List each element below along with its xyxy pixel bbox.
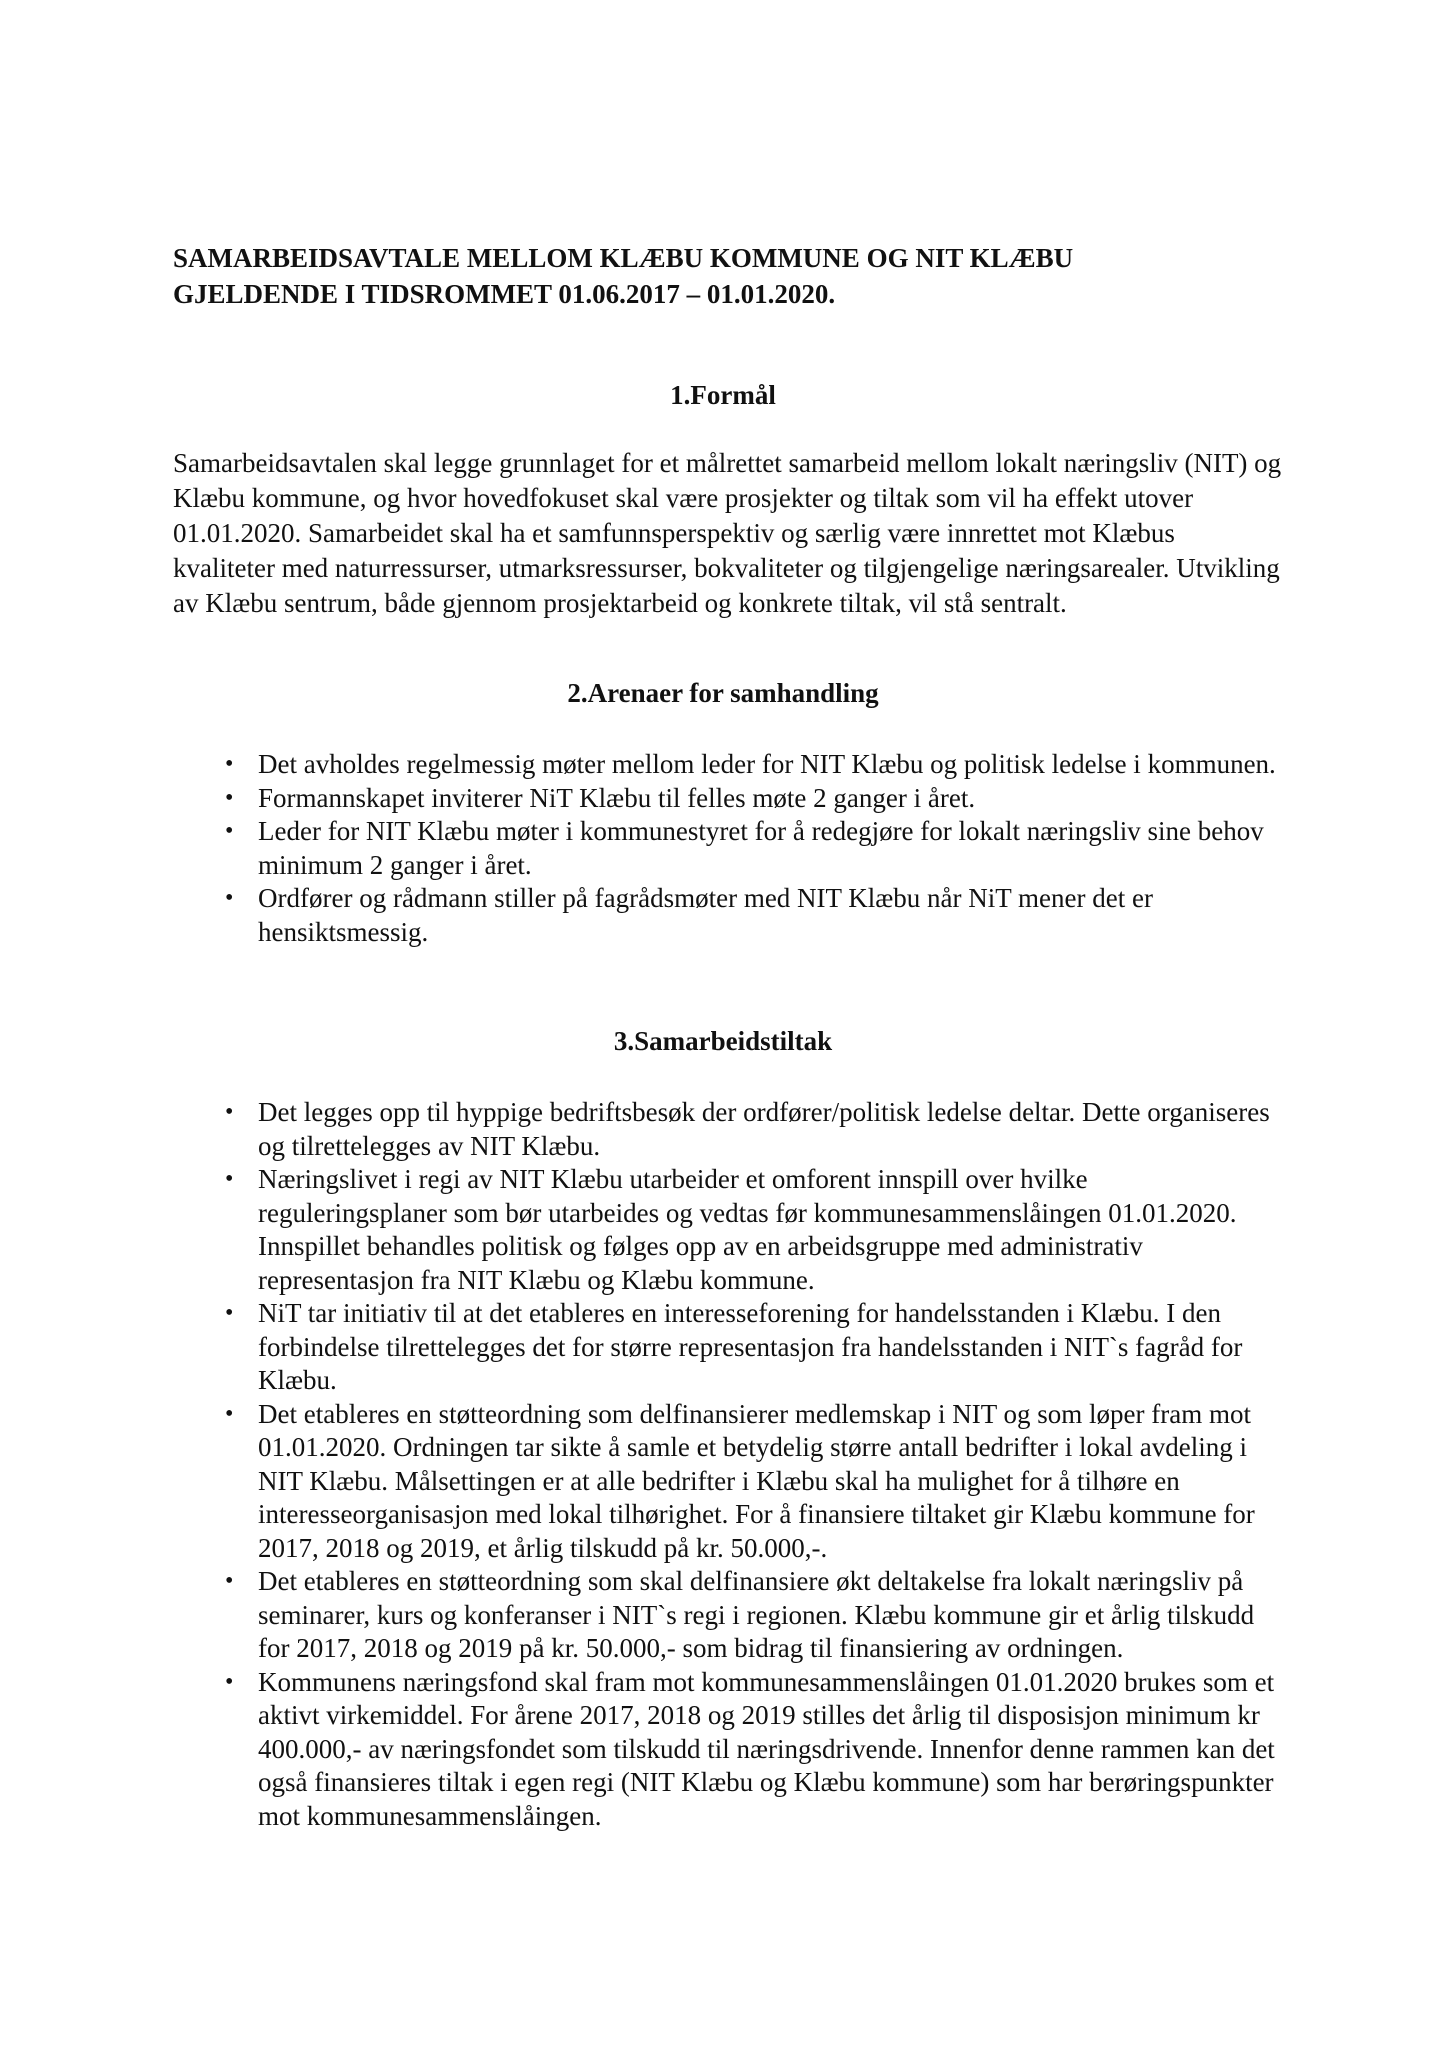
- bullet-icon: •: [225, 751, 234, 777]
- bullet-icon: •: [225, 1300, 234, 1326]
- bullet-icon: •: [225, 1166, 234, 1192]
- list-item: [173, 1297, 1283, 1398]
- bullet-icon: •: [225, 885, 234, 911]
- list-item-text: NiT tar initiativ til at det etableres en interesseforening for handelsstanden i Klæbu. I den forbindelse tilrettelegges det for større representasjon fra handelsstanden i NIT`s fagråd for Klæbu.: [258, 1298, 1243, 1395]
- bullet-icon: •: [225, 1400, 234, 1427]
- bullet-icon: •: [225, 1668, 234, 1695]
- list-item-text: Leder for NIT Klæbu møter i kommunestyret for å redegjøre for lokalt næringsliv sine behov minimum 2 ganger i året.: [258, 816, 1264, 880]
- list-item-text: Det avholdes regelmessig møter mellom leder for NIT Klæbu og politisk ledelse i kommunen.: [258, 749, 1276, 779]
- bullet-icon: •: [225, 1568, 234, 1594]
- list-item-text: Det etableres en støtteordning som skal delfinansiere økt deltakelse fra lokalt næringsliv på seminarer, kurs og konferanser i NIT`s regi i regionen. Klæbu kommune gir et årlig tilskudd for 2017, 2018 og 2019 på kr. 50.000,- som bidrag til finansiering av ordningen.: [258, 1566, 1255, 1663]
- section-formal-paragraph: Samarbeidsavtalen skal legge grunnlaget for et målrettet samarbeid mellom lokalt næringsliv (NIT) og Klæbu kommune, og hvor hovedfokuset skal være prosjekter og tiltak som vil ha effekt utover 01.01.2020. Samarbeidet skal ha et samfunnsperspektiv og særlig være innrettet mot Klæbus kvaliteter med naturressurser, utmarksressurser, bokvaliteter og tilgjengelige næringsarealer. Utvikling av Klæbu sentrum, både gjennom prosjektarbeid og konkrete tiltak, vil stå sentralt.: [173, 448, 1282, 618]
- list-item-text: Ordfører og rådmann stiller på fagrådsmøter med NIT Klæbu når NiT mener det er hensiktsmessig.: [258, 883, 1153, 947]
- list-item: [173, 1096, 1283, 1163]
- section-heading-formal: 1.Formål: [670, 380, 776, 410]
- section-heading-samarbeidstiltak: 3.Samarbeidstiltak: [613, 1026, 833, 1056]
- bullet-icon: •: [225, 818, 234, 844]
- arenaer-list: [173, 748, 1283, 949]
- list-item: [173, 1666, 1283, 1834]
- list-item-text: Næringslivet i regi av NIT Klæbu utarbeider et omforent innspill over hvilke reguleringsplaner som bør utarbeides og vedtas før kommunesammenslåingen 01.01.2020. Innspillet behandles politisk og følges opp av en arbeidsgruppe med administrativ representasjon fra NIT Klæbu og Klæbu kommune.: [258, 1164, 1237, 1295]
- list-item: [173, 1565, 1283, 1666]
- list-item-text: Det legges opp til hyppige bedriftsbesøk der ordfører/politisk ledelse deltar. Dette organiseres og tilrettelegges av NIT Klæbu.: [258, 1097, 1270, 1161]
- list-item: [173, 815, 1283, 882]
- samarbeidstiltak-list: [173, 1096, 1283, 1833]
- document-title: [173, 240, 1293, 312]
- bullet-icon: •: [225, 784, 234, 811]
- document-title-line-2: GJELDENDE I TIDSROMMET 01.06.2017 – 01.01.2020.: [173, 279, 836, 309]
- list-item-text: Det etableres en støtteordning som delfinansierer medlemskap i NIT og som løper fram mot 01.01.2020. Ordningen tar sikte å samle et betydelig større antall bedrifter i lokal avdeling i NIT Klæbu. Målsettingen er at alle bedrifter i Klæbu skal ha mulighet for å tilhøre en interesseorganisasjon med lokal tilhørighet. For å finansiere tiltaket gir Klæbu kommune for 2017, 2018 og 2019, et årlig tilskudd på kr. 50.000,-.: [258, 1398, 1255, 1563]
- document-title-line-1: SAMARBEIDSAVTALE MELLOM KLÆBU KOMMUNE OG NIT KLÆBU: [173, 243, 1074, 273]
- list-item: [173, 782, 1283, 816]
- section-heading-arenaer: 2.Arenaer for samhandling: [567, 678, 879, 708]
- list-item-text: Formannskapet inviterer NiT Klæbu til felles møte 2 ganger i året.: [258, 782, 976, 813]
- list-item: [173, 882, 1283, 949]
- bullet-icon: •: [225, 1099, 234, 1125]
- list-item: [173, 1163, 1283, 1297]
- list-item: [173, 1398, 1283, 1566]
- list-item-text: Kommunens næringsfond skal fram mot kommunesammenslåingen 01.01.2020 brukes som et aktivt virkemiddel. For årene 2017, 2018 og 2019 stilles det årlig til disposisjon minimum kr 400.000,- av næringsfondet som tilskudd til næringsdrivende. Innenfor denne rammen kan det også finansieres tiltak i egen regi (NIT Klæbu og Klæbu kommune) som har berøringspunkter mot kommunesammenslåingen.: [258, 1666, 1275, 1831]
- list-item: [173, 748, 1283, 782]
